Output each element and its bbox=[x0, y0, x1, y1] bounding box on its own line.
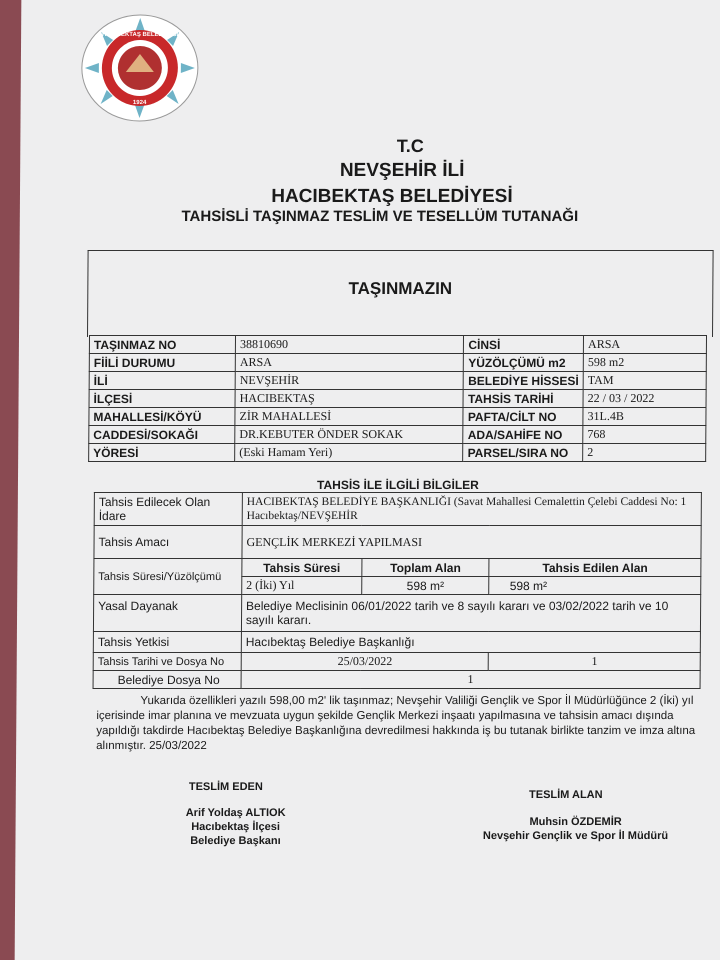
idare-value: HACIBEKTAŞ BELEDİYE BAŞKANLIĞI (Savat Mahallesi Cemalettin Çelebi Caddesi No: 1 Hacıbektaş/NEVŞEHİR bbox=[242, 493, 701, 526]
alan-head: Toplam Alan bbox=[362, 559, 490, 577]
property-label-2: YÜZÖLÇÜMÜ m2 bbox=[464, 354, 584, 372]
property-value-2: TAM bbox=[583, 372, 706, 390]
property-row bbox=[89, 444, 706, 462]
tarih-label: Tahsis Tarihi ve Dosya No bbox=[93, 653, 241, 671]
property-label: YÖRESİ bbox=[89, 444, 235, 462]
property-value-2: 598 m2 bbox=[583, 354, 706, 372]
property-value: ARSA bbox=[235, 354, 463, 372]
property-row bbox=[89, 408, 706, 426]
property-label: TAŞINMAZ NO bbox=[89, 336, 235, 354]
header-tc: T.C bbox=[396, 136, 424, 156]
section2-title: TAHSİS İLE İLGİLİ BİLGİLER bbox=[317, 478, 479, 492]
allocation-table bbox=[93, 492, 702, 689]
property-value-2: 2 bbox=[583, 444, 706, 462]
left-signer-role1: Hacıbektaş İlçesi bbox=[191, 821, 280, 833]
document-title: TAHSİSLİ TAŞINMAZ TESLİM VE TESELLÜM TUTANAĞI bbox=[181, 208, 579, 225]
property-value-2: 768 bbox=[583, 426, 706, 444]
property-label: MAHALLESİ/KÖYÜ bbox=[89, 408, 235, 426]
edilen-head: Tahsis Edilen Alan bbox=[489, 559, 701, 577]
alan-value: 598 m² bbox=[361, 577, 489, 595]
property-label: FİİLİ DURUMU bbox=[89, 354, 235, 372]
right-signature-block bbox=[455, 815, 695, 843]
left-signature-title: TESLİM EDEN bbox=[188, 781, 263, 793]
left-signer-name: Arif Yoldaş ALTIOK bbox=[185, 807, 286, 819]
right-signature-title: TESLİM ALAN bbox=[528, 789, 603, 801]
property-label: İLİ bbox=[89, 372, 235, 390]
property-label: İLÇESİ bbox=[89, 390, 235, 408]
sure-value: 2 (İki) Yıl bbox=[242, 577, 362, 595]
property-value: (Eski Hamam Yeri) bbox=[235, 444, 463, 462]
amac-value: GENÇLİK MERKEZİ YAPILMASI bbox=[242, 526, 701, 559]
property-value-2: ARSA bbox=[583, 336, 706, 354]
tarih-value: 25/03/2022 bbox=[241, 653, 489, 671]
sure-head: Tahsis Süresi bbox=[242, 559, 362, 577]
svg-text:HACIBEKTAŞ BELEDİYESİ: HACIBEKTAŞ BELEDİYESİ bbox=[101, 32, 179, 38]
left-signer-role2: Belediye Başkanı bbox=[190, 835, 281, 847]
property-label-2: ADA/SAHİFE NO bbox=[463, 426, 583, 444]
property-label-2: PAFTA/CİLT NO bbox=[463, 408, 583, 426]
property-row bbox=[89, 390, 706, 408]
yetki-value: Hacıbektaş Belediye Başkanlığı bbox=[241, 632, 700, 653]
idare-label: Tahsis Edilecek Olan İdare bbox=[94, 493, 242, 526]
section1-box bbox=[87, 250, 714, 337]
property-table bbox=[88, 335, 707, 462]
property-label-2: TAHSİS TARİHİ bbox=[463, 390, 583, 408]
property-value: 38810690 bbox=[235, 336, 463, 354]
property-value: HACIBEKTAŞ bbox=[235, 390, 463, 408]
yasal-label: Yasal Dayanak bbox=[93, 595, 241, 632]
municipality-seal bbox=[78, 12, 201, 124]
amac-label: Tahsis Amacı bbox=[94, 526, 242, 559]
yetki-label: Tahsis Yetkisi bbox=[93, 632, 241, 653]
section1-title: TAŞINMAZIN bbox=[348, 279, 453, 298]
property-row bbox=[89, 354, 706, 372]
property-label-2: CİNSİ bbox=[464, 336, 584, 354]
property-value: NEVŞEHİR bbox=[235, 372, 463, 390]
property-row bbox=[89, 336, 706, 354]
property-row bbox=[89, 426, 706, 444]
property-label-2: PARSEL/SIRA NO bbox=[463, 444, 583, 462]
property-value-2: 22 / 03 / 2022 bbox=[583, 390, 706, 408]
property-value-2: 31L.4B bbox=[583, 408, 706, 426]
yasal-value: Belediye Meclisinin 06/01/2022 tarih ve 8 sayılı kararı ve 03/02/2022 tarih ve 10 sayılı kararı. bbox=[241, 595, 700, 632]
property-label-2: BELEDİYE HİSSESİ bbox=[464, 372, 584, 390]
header-province: NEVŞEHİR İLİ bbox=[339, 160, 465, 181]
left-signature-block bbox=[155, 806, 315, 848]
svg-text:1924: 1924 bbox=[132, 100, 147, 106]
dosya-label: Belediye Dosya No bbox=[93, 671, 241, 689]
document-page bbox=[15, 0, 720, 960]
property-value: DR.KEBUTER ÖNDER SOKAK bbox=[235, 426, 463, 444]
dosya-value: 1 bbox=[241, 671, 700, 689]
right-signer-name: Muhsin ÖZDEMİR bbox=[529, 816, 622, 828]
declaration-paragraph: Yukarıda özellikleri yazılı 598,00 m2' lik taşınmaz; Nevşehir Valiliği Gençlik ve Spor İl Müdürlüğünce 2 (İki) yıl içerisinde imar planına ve mevzuata uygun şekilde Gençlik Merkezi inşaatı yapılmasına ve tahsisin amacı dışında yapıldığı takdirde Hacıbektaş Belediye Başkanlığına devredilmesi hakkında iş bu tutanak birlikte tanzim ve imza altına alınmıştır. 25/03/2022 bbox=[96, 695, 696, 752]
header-municipality: HACIBEKTAŞ BELEDİYESİ bbox=[271, 186, 513, 207]
tarih-no: 1 bbox=[489, 653, 701, 671]
property-label: CADDESİ/SOKAĞI bbox=[89, 426, 235, 444]
edilen-value: 598 m² bbox=[489, 577, 701, 595]
property-row bbox=[89, 372, 706, 390]
property-value: ZİR MAHALLESİ bbox=[235, 408, 463, 426]
right-signer-role: Nevşehir Gençlik ve Spor İl Müdürü bbox=[482, 830, 669, 842]
sure-label: Tahsis Süresi/Yüzölçümü bbox=[94, 559, 242, 595]
